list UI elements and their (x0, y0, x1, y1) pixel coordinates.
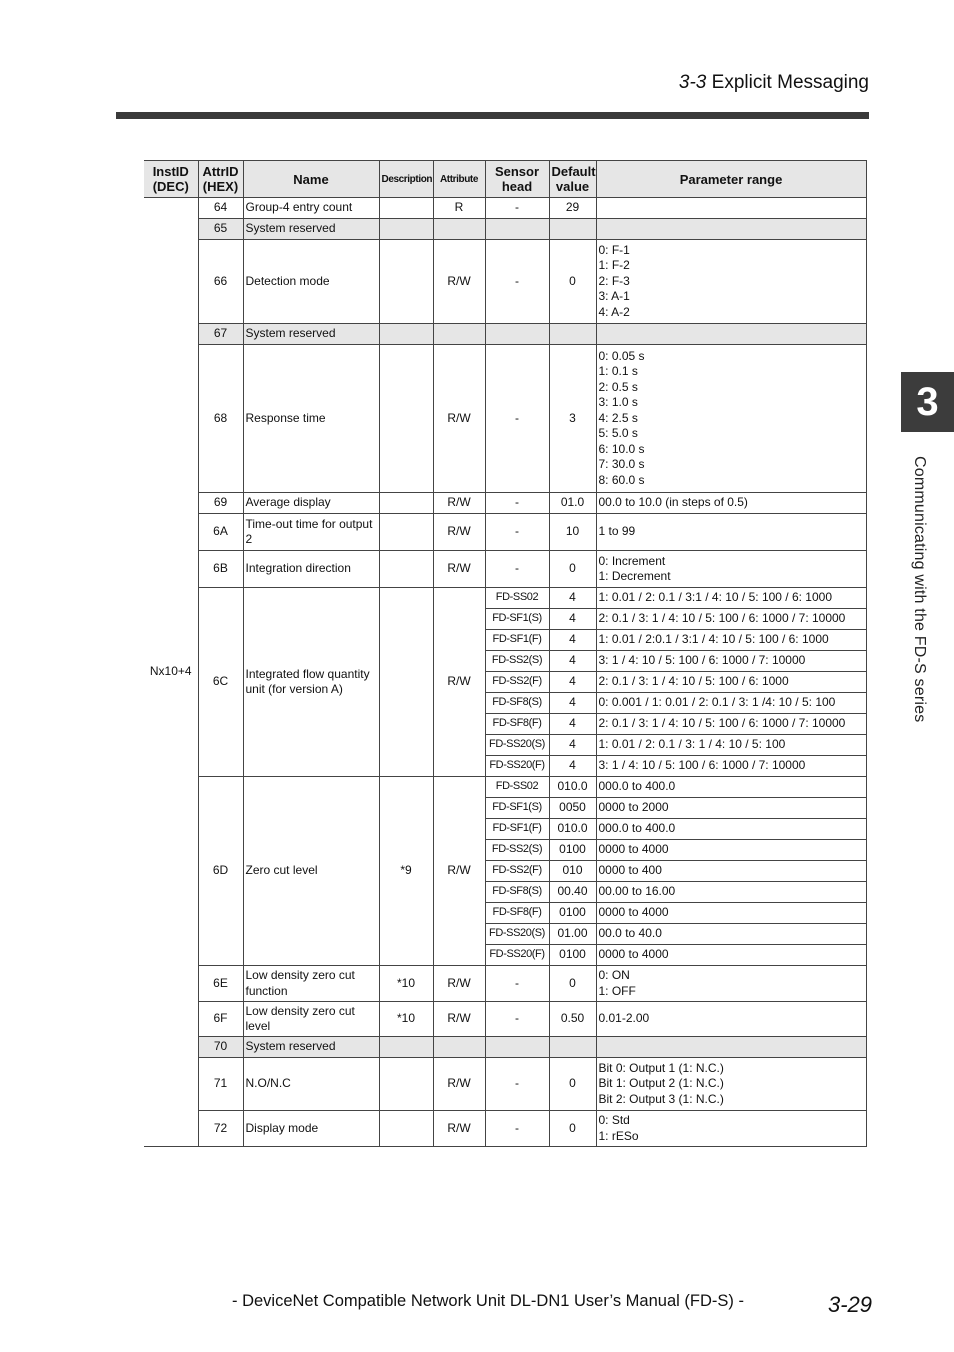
parameter-range-cell: Bit 0: Output 1 (1: N.C.) Bit 1: Output 2 (1: N.C.) Bit 2: Output 3 (1: N.C.) (596, 1058, 866, 1111)
attribute-cell: R/W (433, 1058, 485, 1111)
col-header-attribute: Attribute (433, 161, 485, 198)
table-row (144, 493, 866, 514)
description-cell (379, 1058, 433, 1111)
empty-cell (485, 1037, 549, 1058)
sensor-head-cell: - (485, 493, 549, 514)
name-cell: Group-4 entry count (243, 198, 379, 219)
table-body (144, 198, 866, 1147)
description-cell (379, 198, 433, 219)
attrid-cell: 6E (198, 966, 243, 1002)
attrid-cell: 67 (198, 324, 243, 345)
name-cell: Low density zero cut level (243, 1002, 379, 1037)
attrid-cell: 72 (198, 1111, 243, 1147)
sensor-head-cell: FD-SS20(F) (485, 756, 549, 777)
default-value-cell: 0 (549, 1058, 596, 1111)
attribute-cell: R (433, 198, 485, 219)
parameter-range-cell: 1: 0.01 / 2: 0.1 / 3: 1 / 4: 10 / 5: 100 (596, 735, 866, 756)
name-cell: Response time (243, 345, 379, 493)
name-cell: Average display (243, 493, 379, 514)
col-header-default-value: Default value (549, 161, 596, 198)
col-header-name: Name (243, 161, 379, 198)
table-row (144, 240, 866, 324)
page-number: 3-29 (828, 1292, 873, 1317)
empty-cell (549, 324, 596, 345)
header-rule (116, 112, 869, 119)
description-cell: *9 (379, 777, 433, 966)
parameter-range-cell: 00.0 to 40.0 (596, 924, 866, 945)
sensor-head-cell: FD-SS2(F) (485, 861, 549, 882)
parameter-range-cell: 1: 0.01 / 2: 0.1 / 3:1 / 4: 10 / 5: 100 / 6: 1000 (596, 588, 866, 609)
parameter-range-cell: 0: Increment 1: Decrement (596, 551, 866, 588)
description-cell: *10 (379, 966, 433, 1002)
table-row (144, 777, 866, 798)
col-header-parameter-range: Parameter range (596, 161, 866, 198)
table-row (144, 551, 866, 588)
description-cell (379, 588, 433, 777)
section-header (679, 72, 869, 94)
name-cell: System reserved (243, 324, 379, 345)
sensor-head-cell: FD-SF8(F) (485, 714, 549, 735)
attrid-cell: 6A (198, 514, 243, 551)
sensor-head-cell: FD-SF1(F) (485, 630, 549, 651)
section-number: 3-3 (678, 72, 707, 93)
parameter-range-cell (596, 198, 866, 219)
attribute-cell: R/W (433, 345, 485, 493)
parameter-range-cell: 0000 to 2000 (596, 798, 866, 819)
parameter-range-cell: 1: 0.01 / 2:0.1 / 3:1 / 4: 10 / 5: 100 / 6: 1000 (596, 630, 866, 651)
default-value-cell: 010 (549, 861, 596, 882)
attrid-cell: 69 (198, 493, 243, 514)
col-header-sensor-head: Sensor head (485, 161, 549, 198)
empty-cell (596, 1037, 866, 1058)
default-value-cell: 01.00 (549, 924, 596, 945)
default-value-cell: 4 (549, 630, 596, 651)
name-cell: Time-out time for output 2 (243, 514, 379, 551)
sensor-head-cell: - (485, 551, 549, 588)
attribute-cell: R/W (433, 514, 485, 551)
parameter-range-cell: 2: 0.1 / 3: 1 / 4: 10 / 5: 100 / 6: 1000 / 7: 10000 (596, 714, 866, 735)
table-row (144, 198, 866, 219)
sensor-head-cell: - (485, 240, 549, 324)
sensor-head-cell: - (485, 1058, 549, 1111)
parameter-range-cell: 0000 to 400 (596, 861, 866, 882)
parameter-range-cell: 0000 to 4000 (596, 903, 866, 924)
default-value-cell: 0100 (549, 840, 596, 861)
sensor-head-cell: FD-SS02 (485, 777, 549, 798)
attribute-cell: R/W (433, 1002, 485, 1037)
parameter-range-cell: 0000 to 4000 (596, 945, 866, 966)
sensor-head-cell: FD-SS2(S) (485, 651, 549, 672)
default-value-cell: 10 (549, 514, 596, 551)
name-cell: Low density zero cut function (243, 966, 379, 1002)
parameter-range-cell: 2: 0.1 / 3: 1 / 4: 10 / 5: 100 / 6: 1000 (596, 672, 866, 693)
name-cell: Detection mode (243, 240, 379, 324)
parameter-range-cell: 0: 0.001 / 1: 0.01 / 2: 0.1 / 3: 1 /4: 10 / 5: 100 (596, 693, 866, 714)
default-value-cell: 0 (549, 966, 596, 1002)
default-value-cell: 3 (549, 345, 596, 493)
parameter-range-cell: 1 to 99 (596, 514, 866, 551)
default-value-cell: 4 (549, 609, 596, 630)
default-value-cell: 010.0 (549, 819, 596, 840)
attrid-cell: 64 (198, 198, 243, 219)
name-cell: Integrated flow quantity unit (for version A) (243, 588, 379, 777)
table-row (144, 1002, 866, 1037)
attribute-cell: R/W (433, 966, 485, 1002)
attribute-cell: R/W (433, 777, 485, 966)
empty-cell (379, 1037, 433, 1058)
empty-cell (433, 1037, 485, 1058)
empty-cell (596, 219, 866, 240)
description-cell (379, 1111, 433, 1147)
empty-cell (433, 324, 485, 345)
sensor-head-cell: - (485, 1111, 549, 1147)
chapter-tab (901, 372, 954, 432)
sensor-head-cell: FD-SS20(S) (485, 924, 549, 945)
parameter-range-cell: 0.01-2.00 (596, 1002, 866, 1037)
attrid-cell: 71 (198, 1058, 243, 1111)
sensor-head-cell: FD-SS02 (485, 588, 549, 609)
name-cell: System reserved (243, 219, 379, 240)
empty-cell (379, 219, 433, 240)
attribute-cell: R/W (433, 493, 485, 514)
attrid-cell: 6D (198, 777, 243, 966)
sensor-head-cell: FD-SS20(S) (485, 735, 549, 756)
sensor-head-cell: - (485, 198, 549, 219)
sensor-head-cell: - (485, 345, 549, 493)
table-row (144, 966, 866, 1002)
default-value-cell: 4 (549, 588, 596, 609)
sensor-head-cell: FD-SF8(S) (485, 693, 549, 714)
description-cell (379, 345, 433, 493)
attrid-cell: 68 (198, 345, 243, 493)
parameter-range-cell: 0000 to 4000 (596, 840, 866, 861)
sensor-head-cell: - (485, 514, 549, 551)
empty-cell (596, 324, 866, 345)
empty-cell (549, 1037, 596, 1058)
parameter-range-cell: 0: Std 1: rESo (596, 1111, 866, 1147)
reserved-row (144, 1037, 866, 1058)
parameter-range-cell: 3: 1 / 4: 10 / 5: 100 / 6: 1000 / 7: 10000 (596, 651, 866, 672)
default-value-cell: 00.40 (549, 882, 596, 903)
sensor-head-cell: - (485, 966, 549, 1002)
sensor-head-cell: FD-SF1(S) (485, 609, 549, 630)
parameter-range-cell: 2: 0.1 / 3: 1 / 4: 10 / 5: 100 / 6: 1000 / 7: 10000 (596, 609, 866, 630)
attribute-cell: R/W (433, 1111, 485, 1147)
chapter-number: 3 (916, 379, 939, 424)
default-value-cell: 0100 (549, 903, 596, 924)
attrid-cell: 6C (198, 588, 243, 777)
default-value-cell: 0.50 (549, 1002, 596, 1037)
default-value-cell: 0 (549, 1111, 596, 1147)
default-value-cell: 4 (549, 693, 596, 714)
sensor-head-cell: FD-SF8(F) (485, 903, 549, 924)
name-cell: Zero cut level (243, 777, 379, 966)
default-value-cell: 0 (549, 240, 596, 324)
sensor-head-cell: FD-SS2(S) (485, 840, 549, 861)
attrid-cell: 6B (198, 551, 243, 588)
parameter-range-cell: 0: F-1 1: F-2 2: F-3 3: A-1 4: A-2 (596, 240, 866, 324)
table-row (144, 1058, 866, 1111)
name-cell: Display mode (243, 1111, 379, 1147)
default-value-cell: 4 (549, 672, 596, 693)
parameter-range-cell: 0: ON 1: OFF (596, 966, 866, 1002)
default-value-cell: 29 (549, 198, 596, 219)
empty-cell (549, 219, 596, 240)
name-cell: N.O/N.C (243, 1058, 379, 1111)
default-value-cell: 4 (549, 714, 596, 735)
sensor-head-cell: FD-SF1(S) (485, 798, 549, 819)
sensor-head-cell: FD-SS2(F) (485, 672, 549, 693)
table-row (144, 588, 866, 609)
sensor-head-cell: FD-SF1(F) (485, 819, 549, 840)
table-row (144, 514, 866, 551)
reserved-row (144, 219, 866, 240)
attrid-cell: 70 (198, 1037, 243, 1058)
description-cell (379, 493, 433, 514)
parameter-range-cell: 00.0 to 10.0 (in steps of 0.5) (596, 493, 866, 514)
attribute-cell: R/W (433, 240, 485, 324)
default-value-cell: 0050 (549, 798, 596, 819)
attribute-cell: R/W (433, 551, 485, 588)
sensor-head-cell: FD-SF8(S) (485, 882, 549, 903)
col-header-attrid: AttrID (HEX) (198, 161, 243, 198)
default-value-cell: 4 (549, 651, 596, 672)
instid-cell: Nx10+4 (144, 198, 198, 1147)
table-row (144, 345, 866, 493)
name-cell: System reserved (243, 1037, 379, 1058)
empty-cell (485, 219, 549, 240)
description-cell (379, 514, 433, 551)
attrid-cell: 6F (198, 1002, 243, 1037)
name-cell: Integration direction (243, 551, 379, 588)
default-value-cell: 4 (549, 735, 596, 756)
section-title: Explicit Messaging (711, 72, 869, 93)
description-cell (379, 551, 433, 588)
chapter-title: Communicating with the FD-S series (911, 456, 928, 723)
attribute-table (144, 160, 867, 1147)
default-value-cell: 0 (549, 551, 596, 588)
parameter-range-cell: 3: 1 / 4: 10 / 5: 100 / 6: 1000 / 7: 10000 (596, 756, 866, 777)
empty-cell (379, 324, 433, 345)
attrid-cell: 66 (198, 240, 243, 324)
sensor-head-cell: FD-SS20(F) (485, 945, 549, 966)
col-header-description: Description (379, 161, 433, 198)
parameter-range-cell: 000.0 to 400.0 (596, 777, 866, 798)
empty-cell (433, 219, 485, 240)
description-cell: *10 (379, 1002, 433, 1037)
default-value-cell: 0100 (549, 945, 596, 966)
col-header-instid: InstID (DEC) (144, 161, 198, 198)
attrid-cell: 65 (198, 219, 243, 240)
parameter-range-cell: 00.00 to 16.00 (596, 882, 866, 903)
reserved-row (144, 324, 866, 345)
default-value-cell: 010.0 (549, 777, 596, 798)
empty-cell (485, 324, 549, 345)
description-cell (379, 240, 433, 324)
sensor-head-cell: - (485, 1002, 549, 1037)
table-header-row (144, 161, 866, 198)
default-value-cell: 4 (549, 756, 596, 777)
table-row (144, 1111, 866, 1147)
parameter-range-cell: 000.0 to 400.0 (596, 819, 866, 840)
attribute-cell: R/W (433, 588, 485, 777)
footer-manual-title: - DeviceNet Compatible Network Unit DL-DN1 User’s Manual (FD-S) - (232, 1292, 744, 1310)
parameter-range-cell: 0: 0.05 s 1: 0.1 s 2: 0.5 s 3: 1.0 s 4: 2.5 s 5: 5.0 s 6: 10.0 s 7: 30.0 s 8: 60.0 s (596, 345, 866, 493)
default-value-cell: 01.0 (549, 493, 596, 514)
